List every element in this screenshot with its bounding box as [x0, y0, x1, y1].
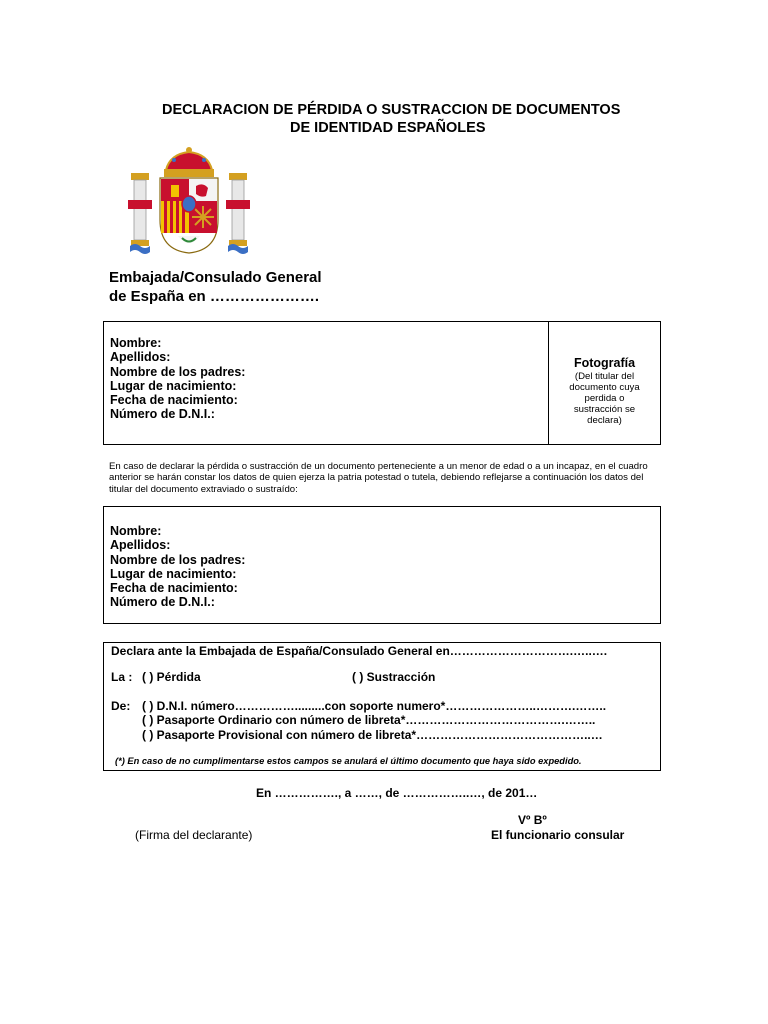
minor-fields — [110, 524, 245, 610]
place-date-line[interactable]: En ……………., a ……, de ……………..…, de 201… — [256, 786, 538, 800]
cancellation-note: (*) En caso de no cumplimentarse estos campos se anulará el último documento que haya sido expedido. — [115, 756, 582, 766]
holder-fields — [110, 336, 245, 422]
field-numero-dni[interactable]: Número de D.N.I.: — [110, 407, 215, 422]
right-pillar — [226, 173, 250, 254]
field-apellidos[interactable]: Apellidos: — [110, 538, 171, 553]
embassy-heading — [109, 268, 322, 306]
photo-note: (Del titular del documento cuya perdida o sustracción se declara) — [569, 371, 640, 426]
de-label: De: — [111, 699, 131, 713]
field-lugar-nacimiento[interactable]: Lugar de nacimiento: — [110, 566, 237, 581]
field-apellidos[interactable]: Apellidos: — [110, 350, 171, 365]
declarant-signature-label: (Firma del declarante) — [135, 828, 253, 842]
shield — [160, 178, 218, 253]
field-nombre-padres[interactable]: Nombre de los padres: — [110, 364, 246, 379]
title-line-1: DECLARACION DE PÉRDIDA O SUSTRACCION DE DOCUMENTOS — [162, 102, 621, 118]
holder-data-box — [103, 321, 661, 445]
left-pillar — [128, 173, 152, 254]
title-line-2: DE IDENTIDAD ESPAÑOLES — [290, 120, 486, 136]
declaration-box — [103, 642, 661, 771]
crown — [164, 147, 214, 177]
field-nombre-padres[interactable]: Nombre de los padres: — [110, 552, 246, 567]
field-nombre[interactable]: Nombre: — [110, 524, 162, 538]
photo-title: Fotografía — [573, 356, 636, 370]
visto-bueno: Vº Bº — [518, 813, 547, 827]
dni-checkbox[interactable]: ( ) D.N.I. número…………….........con soporte numero*…………………..……….…….. — [142, 699, 607, 713]
field-fecha-nacimiento[interactable]: Fecha de nacimiento: — [110, 581, 238, 596]
embassy-line-2: de España en …………………. — [109, 288, 320, 305]
pasaporte-provisional-checkbox[interactable]: ( ) Pasaporte Provisional con número de libreta*……………………………………..… — [142, 728, 603, 742]
field-nombre[interactable]: Nombre: — [110, 336, 162, 350]
minor-data-box — [103, 506, 661, 624]
declaration-line[interactable]: Declara ante la Embajada de España/Consulado General en………………………….…..…. — [111, 644, 608, 658]
field-fecha-nacimiento[interactable]: Fecha de nacimiento: — [110, 393, 238, 408]
perdida-checkbox[interactable]: ( ) Pérdida — [142, 670, 201, 684]
coat-of-arms-emblem — [128, 146, 250, 256]
minor-instructions: En caso de declarar la pérdida o sustracción de un documento perteneciente a un menor de edad o a un incapaz, en el cuadro anterior se harán constar los datos de quien ejerza la patria potestad o tutela, debiendo reflejarse a continuación los datos del titular del documento extraviado o sustraído: — [109, 461, 648, 495]
embassy-line-1: Embajada/Consulado General — [109, 269, 322, 286]
sustraccion-checkbox[interactable]: ( ) Sustracción — [352, 670, 436, 684]
pasaporte-ordinario-checkbox[interactable]: ( ) Pasaporte Ordinario con número de libreta*………………………………….…….. — [142, 713, 596, 727]
field-lugar-nacimiento[interactable]: Lugar de nacimiento: — [110, 378, 237, 393]
field-numero-dni[interactable]: Número de D.N.I.: — [110, 595, 215, 610]
consular-official: El funcionario consular — [491, 828, 625, 842]
photo-area[interactable] — [549, 322, 660, 444]
la-label: La : — [111, 670, 133, 684]
